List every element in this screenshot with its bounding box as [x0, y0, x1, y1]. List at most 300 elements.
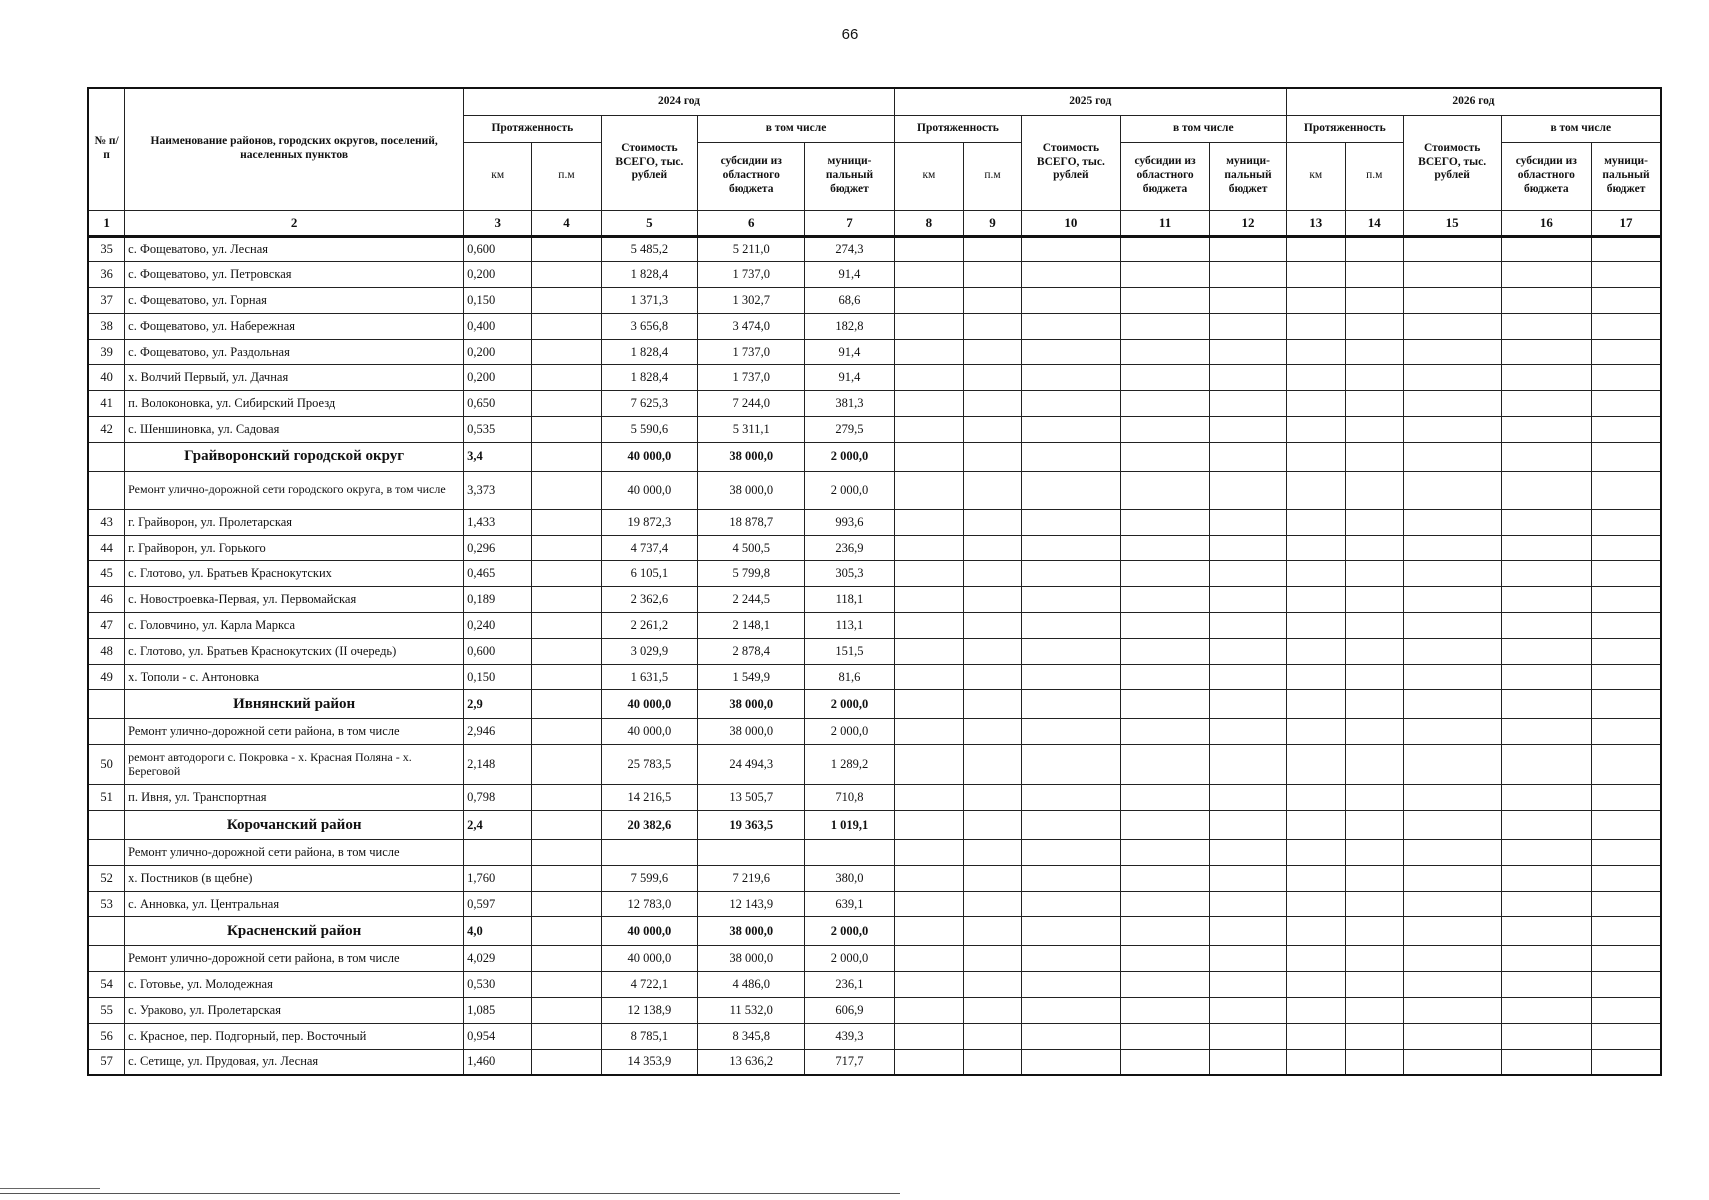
empty-cell: [1022, 262, 1121, 288]
length-km: 1,433: [464, 509, 532, 535]
empty-cell: [1022, 417, 1121, 443]
subsidy-regional: 13 505,7: [698, 785, 805, 811]
empty-cell: [894, 664, 963, 690]
length-pm: [532, 313, 601, 339]
header-cost: Стоимость ВСЕГО, тыс. рублей: [601, 115, 698, 210]
empty-cell: [964, 236, 1022, 262]
empty-cell: [1286, 719, 1345, 745]
empty-cell: [1120, 891, 1210, 917]
empty-cell: [894, 417, 963, 443]
empty-cell: [1501, 891, 1592, 917]
row-name: с. Шеншиновка, ул. Садовая: [125, 417, 464, 443]
empty-cell: [1592, 690, 1661, 719]
empty-cell: [1403, 891, 1501, 917]
empty-cell: [1345, 785, 1403, 811]
empty-cell: [1120, 998, 1210, 1024]
budget-municipal: 91,4: [805, 365, 895, 391]
empty-cell: [1592, 785, 1661, 811]
column-number: 8: [894, 210, 963, 236]
length-km: 3,373: [464, 471, 532, 509]
empty-cell: [1501, 865, 1592, 891]
empty-cell: [964, 946, 1022, 972]
header-length: Протяженность: [464, 115, 601, 142]
empty-cell: [1345, 865, 1403, 891]
length-pm: [532, 745, 601, 785]
empty-cell: [1286, 998, 1345, 1024]
empty-cell: [1022, 998, 1121, 1024]
row-name: с. Фощеватово, ул. Горная: [125, 288, 464, 314]
empty-cell: [1210, 946, 1286, 972]
empty-cell: [894, 262, 963, 288]
row-number: 53: [88, 891, 125, 917]
empty-cell: [894, 745, 963, 785]
empty-cell: [1022, 365, 1121, 391]
empty-cell: [964, 638, 1022, 664]
empty-cell: [964, 891, 1022, 917]
empty-cell: [1120, 1049, 1210, 1075]
empty-cell: [1120, 391, 1210, 417]
row-number: [88, 917, 125, 946]
budget-municipal: [805, 840, 895, 866]
empty-cell: [1210, 638, 1286, 664]
header-year-2025: 2025 год: [894, 88, 1286, 115]
empty-cell: [1345, 972, 1403, 998]
length-pm: [532, 535, 601, 561]
empty-cell: [1403, 442, 1501, 471]
cost-total: 3 029,9: [601, 638, 698, 664]
empty-cell: [1022, 917, 1121, 946]
empty-cell: [1022, 471, 1121, 509]
subsidy-regional: 1 737,0: [698, 339, 805, 365]
empty-cell: [894, 1023, 963, 1049]
empty-cell: [1022, 745, 1121, 785]
row-name: х. Тополи - с. Антоновка: [125, 664, 464, 690]
empty-cell: [1120, 613, 1210, 639]
cost-total: 8 785,1: [601, 1023, 698, 1049]
empty-cell: [1501, 365, 1592, 391]
budget-municipal: 118,1: [805, 587, 895, 613]
empty-cell: [1345, 946, 1403, 972]
empty-cell: [1210, 865, 1286, 891]
empty-cell: [1501, 1049, 1592, 1075]
empty-cell: [1120, 262, 1210, 288]
header-cost: Стоимость ВСЕГО, тыс. рублей: [1022, 115, 1121, 210]
length-pm: [532, 1023, 601, 1049]
empty-cell: [1210, 1023, 1286, 1049]
empty-cell: [964, 313, 1022, 339]
length-pm: [532, 917, 601, 946]
empty-cell: [1345, 471, 1403, 509]
empty-cell: [1022, 811, 1121, 840]
empty-cell: [1210, 313, 1286, 339]
length-km: 0,150: [464, 288, 532, 314]
row-name: с. Глотово, ул. Братьев Краснокутских (II очередь): [125, 638, 464, 664]
row-name: ремонт автодороги с. Покровка - х. Красная Поляна - х. Береговой: [125, 745, 464, 785]
header-subsidy: субсидии из областного бюджета: [1501, 142, 1592, 210]
table-row: [88, 391, 1661, 417]
row-number: 41: [88, 391, 125, 417]
empty-cell: [1403, 1023, 1501, 1049]
empty-cell: [1592, 313, 1661, 339]
empty-cell: [1592, 998, 1661, 1024]
empty-cell: [1120, 339, 1210, 365]
table-row: [88, 1023, 1661, 1049]
subsidy-regional: 2 878,4: [698, 638, 805, 664]
column-number: 2: [125, 210, 464, 236]
empty-cell: [1120, 840, 1210, 866]
length-km: 0,189: [464, 587, 532, 613]
empty-cell: [1403, 785, 1501, 811]
cost-total: 1 828,4: [601, 365, 698, 391]
cost-total: 3 656,8: [601, 313, 698, 339]
empty-cell: [1592, 471, 1661, 509]
scan-artifact-line: [0, 1188, 100, 1189]
length-pm: [532, 587, 601, 613]
length-km: 0,597: [464, 891, 532, 917]
empty-cell: [1592, 1049, 1661, 1075]
empty-cell: [1210, 664, 1286, 690]
empty-cell: [1120, 561, 1210, 587]
empty-cell: [1022, 442, 1121, 471]
empty-cell: [1345, 638, 1403, 664]
subsidy-regional: 38 000,0: [698, 917, 805, 946]
empty-cell: [1210, 587, 1286, 613]
empty-cell: [894, 946, 963, 972]
empty-cell: [964, 417, 1022, 443]
cost-total: 1 828,4: [601, 339, 698, 365]
empty-cell: [1120, 690, 1210, 719]
empty-cell: [894, 236, 963, 262]
length-km: [464, 840, 532, 866]
empty-cell: [1022, 719, 1121, 745]
cost-total: 25 783,5: [601, 745, 698, 785]
cost-total: 20 382,6: [601, 811, 698, 840]
table-row: [88, 998, 1661, 1024]
empty-cell: [1210, 535, 1286, 561]
empty-cell: [1210, 891, 1286, 917]
row-name: Корочанский район: [125, 811, 464, 840]
empty-cell: [1592, 891, 1661, 917]
empty-cell: [894, 613, 963, 639]
district-row: [88, 811, 1661, 840]
empty-cell: [1286, 917, 1345, 946]
subsidy-regional: 1 549,9: [698, 664, 805, 690]
budget-municipal: 279,5: [805, 417, 895, 443]
column-number: 10: [1022, 210, 1121, 236]
empty-cell: [1592, 339, 1661, 365]
empty-cell: [1286, 745, 1345, 785]
empty-cell: [1210, 811, 1286, 840]
budget-municipal: 2 000,0: [805, 690, 895, 719]
empty-cell: [1286, 785, 1345, 811]
empty-cell: [1592, 638, 1661, 664]
empty-cell: [1403, 535, 1501, 561]
empty-cell: [1286, 236, 1345, 262]
length-pm: [532, 561, 601, 587]
empty-cell: [1592, 917, 1661, 946]
empty-cell: [894, 509, 963, 535]
empty-cell: [1501, 917, 1592, 946]
empty-cell: [964, 561, 1022, 587]
row-name: Ремонт улично-дорожной сети района, в том числе: [125, 719, 464, 745]
row-number: 47: [88, 613, 125, 639]
district-row: [88, 690, 1661, 719]
column-number: 11: [1120, 210, 1210, 236]
cost-total: 1 828,4: [601, 262, 698, 288]
empty-cell: [964, 917, 1022, 946]
empty-cell: [1345, 442, 1403, 471]
empty-cell: [964, 690, 1022, 719]
empty-cell: [1210, 391, 1286, 417]
empty-cell: [1286, 442, 1345, 471]
subsidy-regional: 24 494,3: [698, 745, 805, 785]
empty-cell: [1210, 417, 1286, 443]
table-row: [88, 613, 1661, 639]
empty-cell: [1120, 509, 1210, 535]
row-name: с. Сетище, ул. Прудовая, ул. Лесная: [125, 1049, 464, 1075]
cost-total: 40 000,0: [601, 442, 698, 471]
empty-cell: [1501, 442, 1592, 471]
empty-cell: [1210, 840, 1286, 866]
empty-cell: [1345, 840, 1403, 866]
row-number: [88, 471, 125, 509]
header-pm: п.м: [1345, 142, 1403, 210]
empty-cell: [1345, 339, 1403, 365]
length-pm: [532, 391, 601, 417]
empty-cell: [894, 785, 963, 811]
row-number: 46: [88, 587, 125, 613]
empty-cell: [1403, 638, 1501, 664]
subtotal-row: [88, 719, 1661, 745]
empty-cell: [1022, 613, 1121, 639]
empty-cell: [1286, 664, 1345, 690]
empty-cell: [1501, 785, 1592, 811]
length-pm: [532, 664, 601, 690]
table-row: [88, 417, 1661, 443]
table-row: [88, 365, 1661, 391]
empty-cell: [1592, 613, 1661, 639]
row-number: 55: [88, 998, 125, 1024]
cost-total: 2 362,6: [601, 587, 698, 613]
column-number: 13: [1286, 210, 1345, 236]
budget-municipal: 274,3: [805, 236, 895, 262]
cost-total: [601, 840, 698, 866]
empty-cell: [1403, 865, 1501, 891]
empty-cell: [1286, 946, 1345, 972]
empty-cell: [1345, 587, 1403, 613]
header-including: в том числе: [1501, 115, 1661, 142]
page-number: 66: [841, 26, 859, 43]
row-name: с. Анновка, ул. Центральная: [125, 891, 464, 917]
subsidy-regional: 12 143,9: [698, 891, 805, 917]
budget-municipal: 606,9: [805, 998, 895, 1024]
empty-cell: [964, 613, 1022, 639]
row-name: Грайворонский городской округ: [125, 442, 464, 471]
row-number: [88, 719, 125, 745]
column-number: 9: [964, 210, 1022, 236]
row-number: 42: [88, 417, 125, 443]
empty-cell: [1501, 811, 1592, 840]
empty-cell: [1345, 891, 1403, 917]
table-row: [88, 509, 1661, 535]
road-repair-table: [87, 87, 1662, 1076]
length-pm: [532, 442, 601, 471]
subsidy-regional: 19 363,5: [698, 811, 805, 840]
header-pm: п.м: [532, 142, 601, 210]
empty-cell: [1592, 840, 1661, 866]
empty-cell: [1592, 719, 1661, 745]
budget-municipal: 2 000,0: [805, 471, 895, 509]
empty-cell: [1286, 509, 1345, 535]
empty-cell: [1210, 262, 1286, 288]
row-number: 49: [88, 664, 125, 690]
cost-total: 40 000,0: [601, 690, 698, 719]
empty-cell: [1403, 946, 1501, 972]
empty-cell: [1403, 1049, 1501, 1075]
empty-cell: [964, 811, 1022, 840]
empty-cell: [1345, 365, 1403, 391]
empty-cell: [1345, 535, 1403, 561]
empty-cell: [1120, 365, 1210, 391]
empty-cell: [1592, 262, 1661, 288]
empty-cell: [894, 998, 963, 1024]
header-km: км: [464, 142, 532, 210]
empty-cell: [1501, 690, 1592, 719]
empty-cell: [1501, 391, 1592, 417]
empty-cell: [1403, 471, 1501, 509]
empty-cell: [1210, 509, 1286, 535]
length-pm: [532, 946, 601, 972]
row-number: [88, 946, 125, 972]
empty-cell: [1022, 664, 1121, 690]
empty-cell: [1022, 865, 1121, 891]
empty-cell: [1501, 288, 1592, 314]
row-name: с. Новостроевка-Первая, ул. Первомайская: [125, 587, 464, 613]
row-number: [88, 442, 125, 471]
subtotal-row: [88, 946, 1661, 972]
empty-cell: [894, 391, 963, 417]
header-pm: п.м: [964, 142, 1022, 210]
empty-cell: [1592, 972, 1661, 998]
row-number: 44: [88, 535, 125, 561]
empty-cell: [1120, 1023, 1210, 1049]
row-name: Ремонт улично-дорожной сети района, в том числе: [125, 840, 464, 866]
empty-cell: [964, 365, 1022, 391]
row-name: Ремонт улично-дорожной сети городского округа, в том числе: [125, 471, 464, 509]
row-number: 35: [88, 236, 125, 262]
empty-cell: [1022, 891, 1121, 917]
empty-cell: [894, 690, 963, 719]
column-number: 7: [805, 210, 895, 236]
empty-cell: [1403, 288, 1501, 314]
cost-total: 14 216,5: [601, 785, 698, 811]
cost-total: 7 625,3: [601, 391, 698, 417]
empty-cell: [894, 1049, 963, 1075]
column-number: 4: [532, 210, 601, 236]
empty-cell: [1286, 865, 1345, 891]
row-name: Ивнянский район: [125, 690, 464, 719]
subsidy-regional: 38 000,0: [698, 690, 805, 719]
empty-cell: [894, 561, 963, 587]
table-row: [88, 535, 1661, 561]
empty-cell: [1501, 236, 1592, 262]
row-name: г. Грайворон, ул. Пролетарская: [125, 509, 464, 535]
table-row: [88, 262, 1661, 288]
length-pm: [532, 891, 601, 917]
row-name: с. Фощеватово, ул. Петровская: [125, 262, 464, 288]
empty-cell: [1592, 236, 1661, 262]
cost-total: 4 722,1: [601, 972, 698, 998]
empty-cell: [1592, 365, 1661, 391]
empty-cell: [1120, 917, 1210, 946]
empty-cell: [1501, 719, 1592, 745]
cost-total: 40 000,0: [601, 471, 698, 509]
subsidy-regional: 8 345,8: [698, 1023, 805, 1049]
column-number: 1: [88, 210, 125, 236]
empty-cell: [964, 509, 1022, 535]
subsidy-regional: 2 244,5: [698, 587, 805, 613]
subsidy-regional: 1 737,0: [698, 262, 805, 288]
empty-cell: [964, 840, 1022, 866]
length-km: 0,798: [464, 785, 532, 811]
budget-municipal: 91,4: [805, 339, 895, 365]
empty-cell: [1120, 313, 1210, 339]
empty-cell: [1286, 417, 1345, 443]
empty-cell: [964, 288, 1022, 314]
header-subsidy: субсидии из областного бюджета: [1120, 142, 1210, 210]
empty-cell: [894, 865, 963, 891]
row-name: х. Постников (в щебне): [125, 865, 464, 891]
subsidy-regional: 11 532,0: [698, 998, 805, 1024]
empty-cell: [1022, 313, 1121, 339]
row-name: п. Ивня, ул. Транспортная: [125, 785, 464, 811]
empty-cell: [1501, 262, 1592, 288]
subsidy-regional: 3 474,0: [698, 313, 805, 339]
empty-cell: [1286, 365, 1345, 391]
empty-cell: [1120, 719, 1210, 745]
empty-cell: [894, 972, 963, 998]
row-number: 51: [88, 785, 125, 811]
empty-cell: [1286, 391, 1345, 417]
empty-cell: [1022, 339, 1121, 365]
length-km: 1,760: [464, 865, 532, 891]
empty-cell: [1403, 719, 1501, 745]
empty-cell: [1403, 236, 1501, 262]
length-km: 2,148: [464, 745, 532, 785]
length-km: 0,150: [464, 664, 532, 690]
empty-cell: [1592, 288, 1661, 314]
empty-cell: [964, 391, 1022, 417]
empty-cell: [1592, 664, 1661, 690]
column-number: 16: [1501, 210, 1592, 236]
length-pm: [532, 1049, 601, 1075]
row-name: с. Фощеватово, ул. Лесная: [125, 236, 464, 262]
empty-cell: [1286, 1049, 1345, 1075]
length-pm: [532, 972, 601, 998]
empty-cell: [1120, 664, 1210, 690]
length-km: 0,465: [464, 561, 532, 587]
empty-cell: [894, 587, 963, 613]
empty-cell: [1403, 587, 1501, 613]
row-number: 50: [88, 745, 125, 785]
subsidy-regional: 18 878,7: [698, 509, 805, 535]
budget-municipal: 2 000,0: [805, 719, 895, 745]
empty-cell: [1592, 865, 1661, 891]
empty-cell: [894, 638, 963, 664]
empty-cell: [1022, 840, 1121, 866]
length-pm: [532, 865, 601, 891]
empty-cell: [1286, 811, 1345, 840]
